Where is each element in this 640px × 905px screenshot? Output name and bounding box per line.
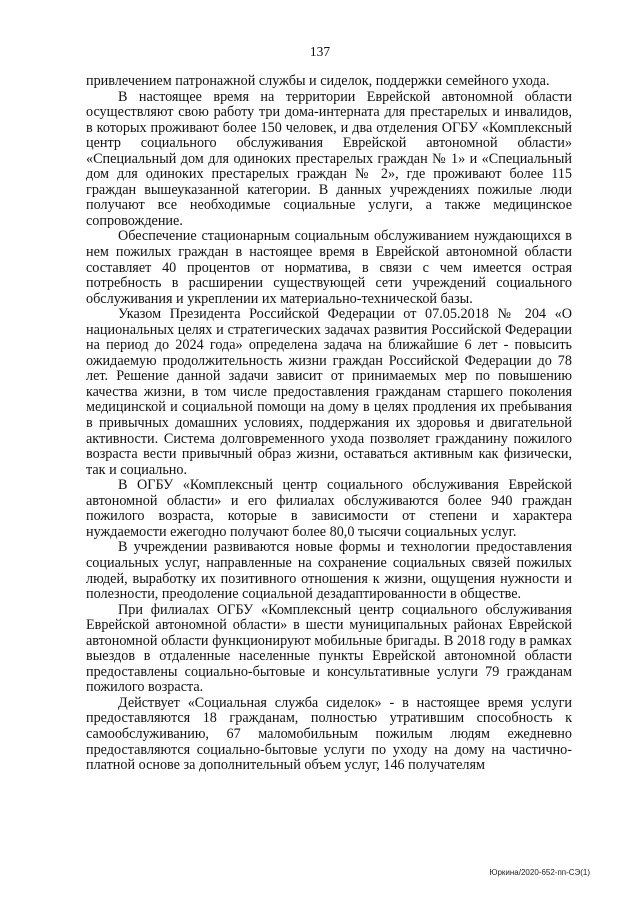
document-code: Юркина/2020-652-пп-СЭ(1) — [489, 868, 590, 877]
paragraph-nursing-homes: В настоящее время на территории Еврейской автономной области осуществляют свою работу три дома-интерната для престарелых и инвалидов, в которых проживают более 150 человек, и два отделения ОГБУ «Комплексный центр социального обслуживания Еврейской автономной области» «Специальный дом для одиноких престарелых граждан № 1» и «Специальный дом для одиноких престарелых граждан № 2», где проживают более 115 граждан вышеуказанной категории. В данных учреждениях пожилые люди получают все необходимые социальные услуги, а также медицинское сопровождение. — [86, 88, 572, 229]
body-text — [86, 74, 572, 774]
paragraph-service-center: В ОГБУ «Комплексный центр социального обслуживания Еврейской автономной области» и его филиалах обслуживаются более 940 граждан пожилого возраста, которые в зависимости от степени и характера нуждаемости ежегодно получают более 80,0 тысячи социальных услуг. — [86, 477, 572, 540]
paragraph-continuation: привлечением патронажной службы и сиделок, поддержки семейного ухода. — [86, 73, 550, 89]
paragraph-stationary-service: Обеспечение стационарным социальным обслуживанием нуждающихся в нем пожилых граждан в настоящее время в Еврейской автономной области составляет 40 процентов от норматива, в связи с чем имеется острая потребность в расширении существующей сети учреждений социального обслуживания и укреплении их материально-технической базы. — [86, 228, 572, 307]
paragraph-caregivers-service: Действует «Социальная служба сиделок» - в настоящее время услуги предоставляются 18 гражданам, полностью утратившим способность к самообслуживанию, 67 маломобильным пожилым людям ежедневно предоставляются социально-бытовые услуги по уходу на дому на частично-платной основе за дополнительный объем услуг, 146 получателям — [86, 694, 572, 774]
paragraph-mobile-brigades: При филиалах ОГБУ «Комплексный центр социального обслуживания Еврейской автономной области» в шести муниципальных районах Еврейской автономной области функционируют мобильные бригады. В 2018 году в рамках выездов в отдаленные населенные пункты Еврейской автономной области предоставлены социально-бытовые и консультативные услуги 79 гражданам пожилого возраста. — [86, 601, 572, 696]
paragraph-presidential-decree: Указом Президента Российской Федерации от 07.05.2018 № 204 «О национальных целях и стратегических задачах развития Российской Федерации на период до 2024 года» определена задача на ближайшие 6 лет - повысить ожидаемую продолжительность жизни граждан Российской Федерации до 78 лет. Решение данной задачи зависит от принимаемых мер по повышению качества жизни, в том числе предоставления гражданам старшего поколения медицинской и социальной помощи на дому в целях продления их пребывания в привычных домашних условиях, поддержания их здоровья и двигательной активности. Система долговременного ухода позволяет гражданину пожилого возраста вести привычный образ жизни, оставаться активным как физически, так и социально. — [86, 306, 572, 478]
paragraph-new-technologies: В учреждении развиваются новые формы и технологии предоставления социальных услуг, направленные на сохранение социальных связей пожилых людей, выработку их позитивного отношения к жизни, ощущения нужности и полезности, преодоление социальной дезадаптированности в обществе. — [86, 539, 572, 603]
page-number: 137 — [309, 44, 331, 59]
